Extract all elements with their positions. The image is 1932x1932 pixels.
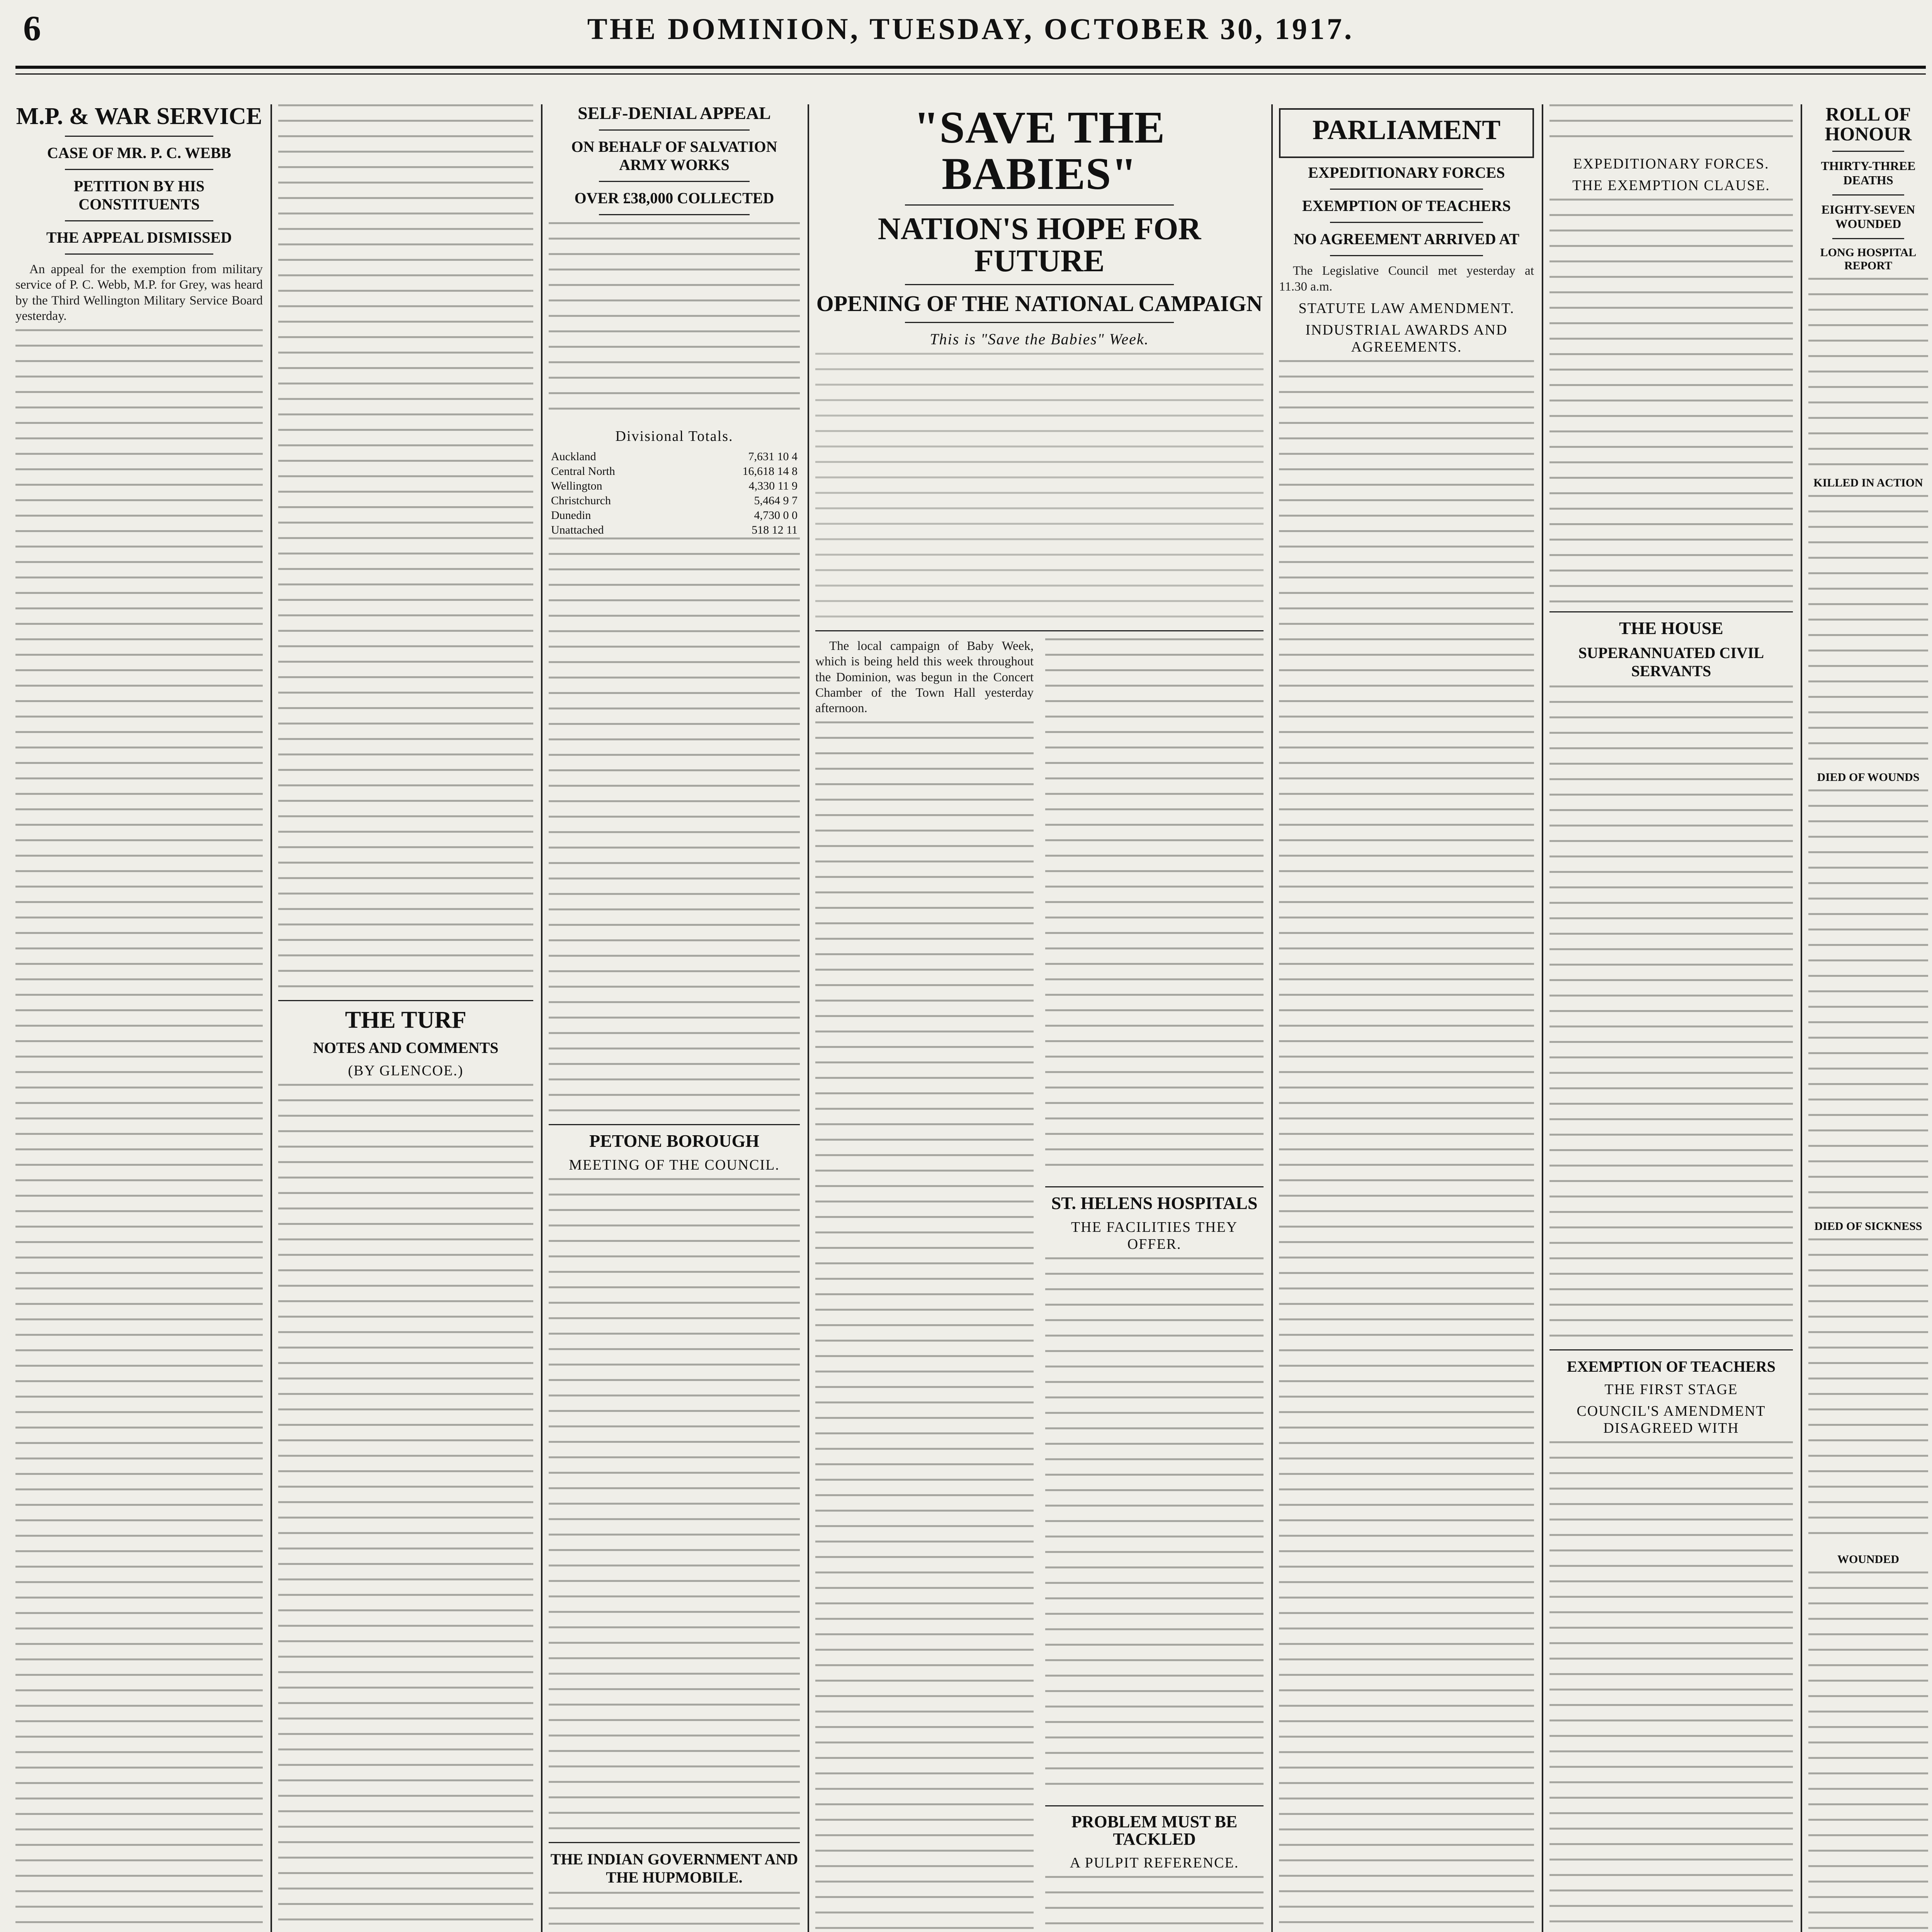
column-sport: [278, 104, 533, 1932]
article-intro: An appeal for the exemption from military service of P. C. Webb, M.P. for Grey, was heard by the Third Wellington Military Service Board yesterday.: [15, 262, 263, 323]
divider: [599, 181, 750, 182]
divider: [65, 253, 213, 255]
headline-the-house: THE HOUSE: [1619, 618, 1723, 638]
divider: [549, 1124, 800, 1125]
article-text-block: [549, 1892, 800, 1932]
deck-nations-hope: NATION'S HOPE FOR FUTURE: [878, 211, 1201, 279]
article-text-block: [1045, 1257, 1264, 1798]
article-opening: The local campaign of Baby Week, which is being held this week throughout the Dominion, was begun in the Concert Chamber of the Town Hall yesterday afternoon.: [815, 639, 1034, 716]
deck-total-collected: OVER £38,000 COLLECTED: [574, 189, 774, 207]
divider: [1832, 194, 1904, 196]
column-parliament-continued: [1549, 104, 1793, 1932]
division-amount: 4,730 0 0: [754, 509, 798, 522]
column-roll-of-honour: [1808, 104, 1928, 1932]
division-amount: 518 12 11: [752, 523, 798, 536]
deck-hospital-report: LONG HOSPITAL REPORT: [1820, 246, 1917, 272]
column-parliament: [1279, 104, 1534, 1932]
division-row: [549, 479, 800, 493]
deck-petone: MEETING OF THE COUNCIL.: [569, 1156, 780, 1173]
byline-turf: (BY GLENCOE.): [348, 1063, 464, 1079]
article-text-block: [549, 537, 800, 1117]
subhead-statute: STATUTE LAW AMENDMENT.: [1298, 300, 1515, 316]
division-amount: 5,464 9 7: [754, 494, 798, 507]
deck-opening-campaign: OPENING OF THE NATIONAL CAMPAIGN: [816, 291, 1263, 316]
headline-parliament: PARLIAMENT: [1312, 114, 1501, 145]
division-name: Unattached: [551, 523, 604, 536]
subhead-died-wounds: DIED OF WOUNDS: [1817, 771, 1920, 784]
division-row: [549, 449, 800, 464]
division-row: [549, 493, 800, 508]
newspaper-title: THE DOMINION, TUESDAY, OCTOBER 30, 1917.: [587, 12, 1354, 46]
table-title-divisional: Divisional Totals.: [615, 428, 733, 444]
article-text-block: [815, 721, 1034, 1932]
column-save-the-babies: [815, 104, 1264, 1932]
division-amount: 16,618 14 8: [742, 464, 798, 478]
deck-appeal: THE APPEAL DISMISSED: [46, 229, 232, 247]
casualty-list: [1808, 278, 1928, 471]
division-amount: 7,631 10 4: [748, 450, 798, 463]
deck-wounded-count: EIGHTY-SEVEN WOUNDED: [1821, 202, 1915, 231]
deck-superannuated: SUPERANNUATED CIVIL SERVANTS: [1578, 644, 1764, 680]
subhead-expeditionary: EXPEDITIONARY FORCES.: [1573, 156, 1769, 172]
subhead-killed: KILLED IN ACTION: [1813, 476, 1923, 489]
division-name: Christchurch: [551, 494, 611, 507]
divider: [599, 129, 750, 131]
headline-indian-government: THE INDIAN GOVERNMENT AND THE HUPMOBILE.: [550, 1850, 798, 1886]
subhead-exemption-clause: THE EXEMPTION CLAUSE.: [1572, 177, 1770, 194]
article-text-block: [15, 329, 263, 1932]
casualty-list: [1808, 1238, 1928, 1548]
article-text-block: [1549, 199, 1793, 604]
masthead-rule: [15, 66, 1926, 69]
deck-councils-amendment: COUNCIL'S AMENDMENT DISAGREED WITH: [1577, 1403, 1766, 1436]
divider: [1549, 1349, 1793, 1350]
headline-war-service: M.P. & WAR SERVICE: [16, 104, 262, 129]
division-name: Auckland: [551, 450, 596, 463]
column-divider: [1542, 104, 1543, 1932]
divider: [905, 204, 1174, 206]
article-text-block: [1549, 104, 1793, 151]
headline-petone: PETONE BOROUGH: [589, 1131, 760, 1151]
divider: [1832, 238, 1904, 239]
deck-petition: PETITION BY HIS CONSTITUENTS: [73, 177, 205, 213]
casualty-list: [1808, 495, 1928, 765]
division-row: [549, 523, 800, 537]
headline-save-the-babies: "SAVE THE BABIES": [913, 104, 1165, 199]
article-text-block: [1549, 1441, 1793, 1932]
casualty-list: [1808, 1571, 1928, 1932]
divider: [1832, 151, 1904, 152]
subhead-wounded: WOUNDED: [1837, 1553, 1899, 1566]
column-divider: [1801, 104, 1802, 1932]
column-divider: [541, 104, 543, 1932]
divider: [1330, 255, 1483, 256]
headline-st-helens: ST. HELENS HOSPITALS: [1051, 1193, 1258, 1213]
masthead: [0, 0, 1932, 58]
article-text-block: [549, 222, 800, 423]
headline-roll-of-honour: ROLL OF HONOUR: [1825, 104, 1912, 145]
divider: [278, 1000, 533, 1001]
headline-exemption-teachers: EXEMPTION OF TEACHERS: [1566, 1357, 1776, 1375]
deck-pulpit: A PULPIT REFERENCE.: [1070, 1854, 1239, 1871]
article-text-block: [1549, 685, 1793, 1342]
column-war-service: [15, 104, 263, 1932]
council-intro: The Legislative Council met yesterday at 11.30 a.m.: [1279, 264, 1534, 294]
division-amount: 4,330 11 9: [748, 479, 798, 492]
headline-self-denial: SELF-DENIAL APPEAL: [578, 104, 771, 123]
headline-problem: PROBLEM MUST BE TACKLED: [1071, 1812, 1238, 1849]
divider: [65, 220, 213, 221]
deck-st-helens: THE FACILITIES THEY OFFER.: [1071, 1219, 1238, 1253]
division-name: Central North: [551, 464, 615, 478]
deck-deaths: THIRTY-THREE DEATHS: [1821, 159, 1916, 187]
divider: [599, 214, 750, 215]
page-number: 6: [23, 9, 41, 48]
deck-case: CASE OF MR. P. C. WEBB: [47, 144, 231, 162]
divider: [549, 1842, 800, 1843]
article-text-block: [1045, 638, 1264, 1179]
article-text-block: [549, 1178, 800, 1835]
division-name: Wellington: [551, 479, 602, 492]
divider: [1045, 1805, 1264, 1806]
division-row: [549, 508, 800, 523]
column-divider: [270, 104, 272, 1932]
headline-turf: THE TURF: [345, 1007, 467, 1033]
divider: [1330, 189, 1483, 190]
divider: [1549, 611, 1793, 612]
divider: [65, 169, 213, 170]
article-text-block: [1279, 360, 1534, 1932]
divider: [65, 136, 213, 137]
casualty-list: [1808, 789, 1928, 1214]
article-text-block: [278, 104, 533, 993]
divider: [1045, 1186, 1264, 1187]
italic-intro: This is "Save the Babies" Week.: [930, 330, 1149, 348]
deck-expeditionary: EXPEDITIONARY FORCES: [1308, 164, 1505, 182]
divider: [815, 630, 1264, 631]
deck-first-stage: THE FIRST STAGE: [1604, 1381, 1738, 1398]
article-text-block: [278, 1084, 533, 1932]
deck-no-agreement: NO AGREEMENT ARRIVED AT: [1293, 230, 1520, 248]
division-name: Dunedin: [551, 509, 591, 522]
masthead-rule-thin: [15, 73, 1926, 75]
divider: [1330, 222, 1483, 223]
column-divider: [808, 104, 809, 1932]
deck-salvation-army: ON BEHALF OF SALVATION ARMY WORKS: [571, 138, 777, 173]
article-text-block: [1045, 1876, 1264, 1932]
subhead-died-sickness: DIED OF SICKNESS: [1814, 1220, 1922, 1233]
subhead-industrial: INDUSTRIAL AWARDS AND AGREEMENTS.: [1305, 321, 1508, 355]
deck-turf-notes: NOTES AND COMMENTS: [313, 1039, 499, 1057]
italic-text-block: [815, 353, 1264, 623]
deck-exemption-teachers: EXEMPTION OF TEACHERS: [1302, 197, 1511, 215]
divider: [905, 322, 1174, 323]
column-divider: [1271, 104, 1273, 1932]
division-row: [549, 464, 800, 479]
column-self-denial: [549, 104, 800, 1932]
divider: [905, 284, 1174, 285]
divisional-totals-table: [549, 449, 800, 537]
